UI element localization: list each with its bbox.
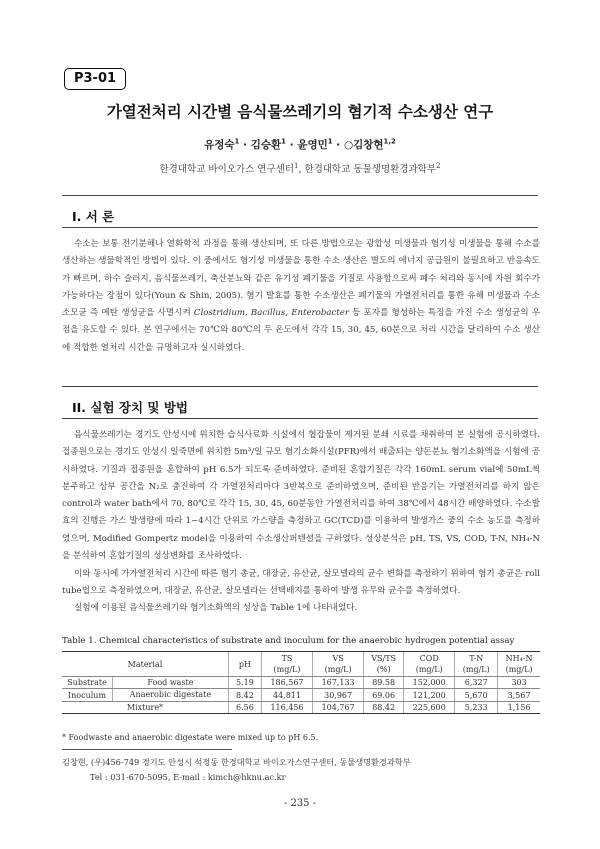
- cell-ts: 116,456: [261, 702, 312, 714]
- col-header-nh4: NH₄-N (mg/L): [498, 652, 540, 677]
- author-separator: ·: [286, 139, 298, 151]
- correspondence-address: 김창현, (우)456-749 경기도 안성시 석정동 한경대학교 바이오가스연구센터, 동물생명환경과학부: [62, 757, 411, 767]
- cell-tn: 5,233: [455, 702, 498, 714]
- section-divider: [62, 418, 538, 419]
- author-name: ○김창현: [343, 139, 384, 151]
- section-heading-methods: II. 실험 장치 및 방법: [72, 400, 188, 415]
- affiliation-line: 한경대학교 바이오가스 연구센터$^1$, 한경대학교 동물생명환경과학부$^2$: [159, 161, 441, 175]
- author-list: [0, 137, 600, 152]
- cell-ts: 186,567: [261, 677, 312, 689]
- characteristics-table: [62, 651, 540, 714]
- cell-ph: 8.42: [228, 689, 261, 702]
- affiliation-mark: 1: [294, 161, 299, 170]
- author-affil-mark: 1: [281, 137, 286, 146]
- cell-tn: 5,670: [455, 689, 498, 702]
- col-header-ph: pH: [228, 652, 261, 677]
- cell-vs: 104,767: [313, 702, 364, 714]
- author-separator: ·: [239, 139, 251, 151]
- section-heading-intro: I. 서 론: [72, 209, 115, 224]
- methods-paragraph-1: 음식물쓰레기는 경기도 안성시에 위치한 습식사료화 시설에서 협잡물이 제거된 분쇄 시료를 채취하여 본 실험에 공시하였다. 접종원으로는 경기도 안성시 일죽면에 위치한 5m³/일 규모 혐기소화시설(PFR)에서 배출되는 양돈분뇨 혐기소화액을 시험에 공시하였다. 기질과 접종원을 혼합하여 pH 6.5가 되도록 준비하였다. 준비된 혼합기질은 각각 160mL serum vial에 50mL씩 분주하고 상부 공간을 N₂로 충진하여 각 가열전처리마다 3반복으로 준비하였으며, 준비된 반응기는 가열전처리를 하지 않은 control과 water bath에서 70, 80℃로 각각 15, 30, 45, 60분동안 가열전처리를 하여 38℃에서 48시간 배양하였다. 수소발효의 진행은 가스 발생량에 따라 1~4시간 단위로 가스량을 측정하고 GC(TCD)를 이용하여 발생가스 중의 수소 농도를 측정하였으며, Modified Gompertz model을 이용하여 수소생산퍼텐셜을 구하였다. 성상분석은 pH, TS, VS, COD, T-N, NH₄-N을 분석하여 혼합기질의 성상변화를 조사하였다.: [62, 430, 540, 562]
- cell-nh4: 303: [498, 677, 540, 689]
- row-group: Mixture*: [62, 702, 228, 714]
- row-material: Anaerobic digestate: [113, 689, 229, 702]
- methods-paragraph-2: 이와 동시에 가가열전처리 시간에 따른 혐기 총균, 대장균, 유산균, 살모넬라의 균수 변화를 측정하기 위하여 혐기 총균은 roll tube법으로 측정하였으며, 대장균, 유산균, 살모넬라는 선택배지를 통하여 발생 유무와 균수를 측정하였다.: [62, 569, 540, 597]
- author-affil-mark: 1,2: [383, 137, 396, 146]
- poster-code-badge: P3-01: [64, 68, 126, 90]
- cell-ph: 6.56: [228, 702, 261, 714]
- row-material: Food waste: [113, 677, 229, 689]
- methods-paragraph-3: 실험에 이용된 음식물쓰레기와 혐기소화액의 성상을 Table 1에 나타내었다.: [74, 603, 358, 613]
- table-row: [62, 702, 540, 714]
- author-name: 윤영민: [297, 139, 328, 151]
- intro-text-end: 등 포자를 형성하는 특징을 가진 수소 생성균의 우점을 유도할 수 있다. 본 연구에서는 70℃와 80℃의 두 온도에서 각각 15, 30, 45, 60분으로 처리 시간을 달리하여 수소 생산에 적합한 열처리 시간을 규명하고자 실시하였다.: [62, 308, 541, 353]
- section-divider: [62, 195, 538, 196]
- author-affil-mark: 1: [234, 137, 240, 146]
- paper-title: 가열전처리 시간별 음식물쓰레기의 혐기적 수소생산 연구: [106, 103, 494, 121]
- col-header-material: Material: [62, 652, 228, 677]
- table-row: [62, 677, 540, 689]
- cell-cod: 152,000: [404, 677, 455, 689]
- table-caption: Table 1. Chemical characteristics of substrate and inoculum for the anaerobic hydrogen potential assay: [62, 636, 515, 646]
- col-header-ts: TS (mg/L): [261, 652, 312, 677]
- intro-paragraph: [62, 236, 540, 357]
- correspondence-block: [62, 755, 411, 785]
- affiliation-mark: 2: [436, 161, 441, 170]
- cell-cod: 225,600: [404, 702, 455, 714]
- author-name: 김승환: [250, 139, 282, 151]
- cell-vs: 167,133: [313, 677, 364, 689]
- author-affil-mark: 1: [327, 137, 333, 146]
- page-number: - 235 -: [283, 798, 317, 809]
- cell-nh4: 3,567: [498, 689, 540, 702]
- cell-vsts: 88.42: [364, 702, 404, 714]
- cell-tn: 6,327: [455, 677, 498, 689]
- col-header-vs: VS (mg/L): [313, 652, 364, 677]
- author-separator: ·: [332, 139, 344, 151]
- author-name: 유정숙: [204, 139, 235, 151]
- cell-nh4: 1,156: [498, 702, 540, 714]
- table-footnote: * Foodwaste and anaerobic digestate were mixed up to pH 6.5.: [62, 733, 319, 742]
- cell-ph: 5.19: [228, 677, 261, 689]
- row-group: Inoculum: [62, 689, 113, 702]
- cell-vsts: 69.06: [364, 689, 404, 702]
- cell-vsts: 89.58: [364, 677, 404, 689]
- intro-text: 수소는 보통 전기분해나 열화학적 과정을 통해 생산되며, 또 다른 방법으로는 광합성 미생물과 혐기성 미생물을 통해 수소를 생산하는 생물학적인 방법이 있다. 이 중에서도 혐기성 미생물을 통한 수소 생산은 별도의 에너지 공급원이 불필요하고 반응속도가 빠르며, 하수 슬러지, 음식물쓰레기, 축산분뇨와 같은 유기성 폐기물을 기질로 사용함으로써 폐수 처리와 동시에 자원 회수가 가능하다는 장점이 있다(Youn & Shin, 2005). 혐기 발효를 통한 수소생산은 폐기물의 가열전처리를 통한 유해 미생물과 수소 소모균 즉 메탄 생성균을 사멸시켜: [62, 239, 540, 319]
- footnote-divider: [62, 749, 232, 750]
- col-header-tn: T-N (mg/L): [455, 652, 498, 677]
- correspondence-contact: Tel : 031-670-5095, E-mail : kimch@hknu.ac.kr: [90, 772, 286, 782]
- affiliation-1: 한경대학교 바이오가스 연구센터: [159, 164, 295, 175]
- organism-names: Clostridium, Bacillus, Enterobacter: [193, 308, 349, 319]
- row-group: Substrate: [62, 677, 113, 689]
- col-header-vsts: VS/TS (%): [364, 652, 404, 677]
- table-row: [62, 689, 540, 702]
- col-header-cod: COD (mg/L): [404, 652, 455, 677]
- section-divider: [62, 386, 538, 387]
- cell-cod: 121,200: [404, 689, 455, 702]
- affiliation-2: 한경대학교 동물생명환경과학부: [304, 164, 437, 175]
- cell-ts: 44,811: [261, 689, 312, 702]
- cell-vs: 30,967: [313, 689, 364, 702]
- section-divider: [62, 227, 538, 228]
